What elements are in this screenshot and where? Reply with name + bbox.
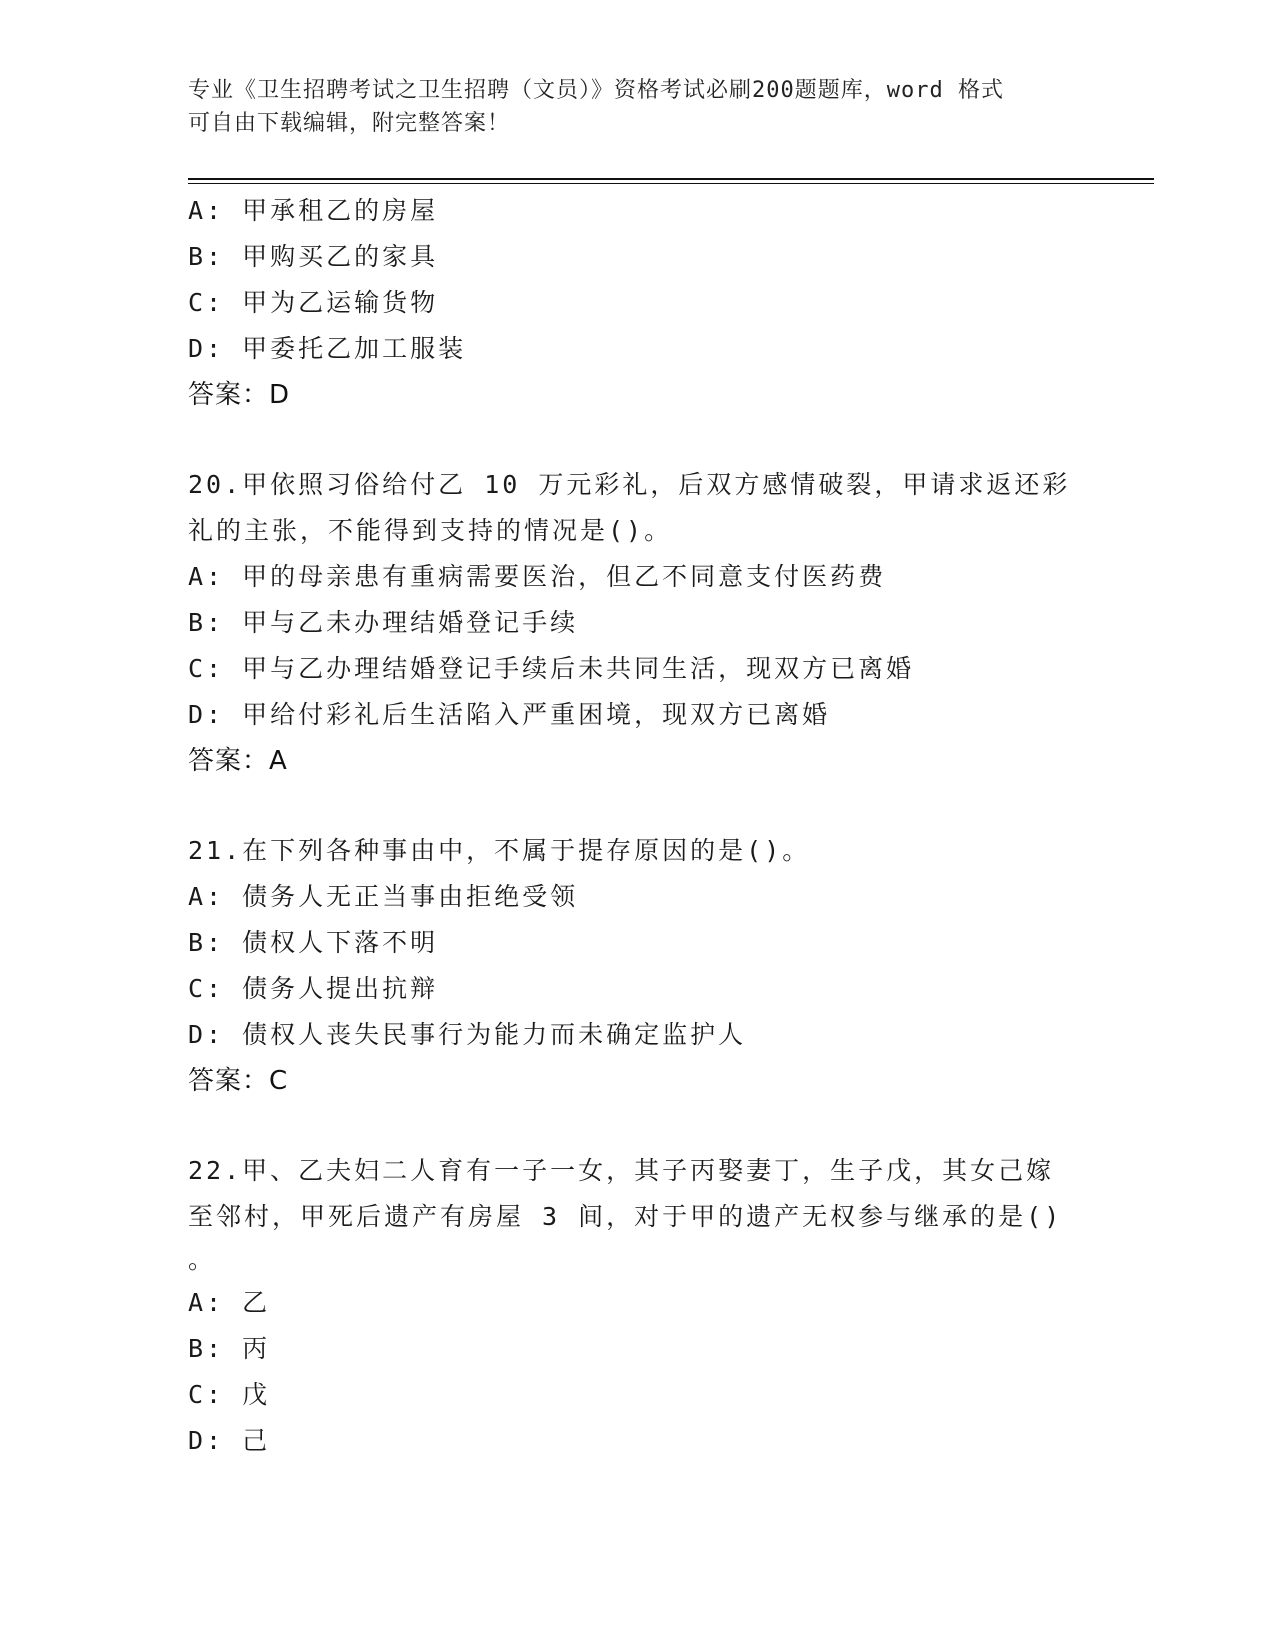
option-d: D: 己	[188, 1426, 271, 1455]
option-c: C: 甲与乙办理结婚登记手续后未共同生活，现双方已离婚	[188, 654, 915, 683]
header-divider-thick	[188, 178, 1154, 180]
answer-line: 答案：A	[188, 746, 288, 776]
answer-line: 答案：C	[188, 1066, 289, 1096]
option-c: C: 戊	[188, 1380, 271, 1409]
option-b: B: 甲与乙未办理结婚登记手续	[188, 608, 579, 637]
spacer	[188, 418, 1088, 462]
question-22	[188, 1148, 1088, 1464]
question-19	[188, 188, 1088, 418]
option-d: D: 甲给付彩礼后生活陷入严重困境，现双方已离婚	[188, 700, 831, 729]
option-d: D: 甲委托乙加工服装	[188, 334, 467, 363]
option-a: A: 债务人无正当事由拒绝受领	[188, 882, 579, 911]
question-list	[188, 188, 1088, 1464]
option-b: B: 丙	[188, 1334, 271, 1363]
option-a: A: 甲承租乙的房屋	[188, 196, 439, 225]
spacer	[188, 1104, 1088, 1148]
document-header	[188, 74, 1068, 140]
question-stem-line-3: 。	[188, 1245, 214, 1274]
header-divider-thin	[188, 183, 1154, 184]
question-20	[188, 462, 1088, 784]
question-stem-line-1: 21.在下列各种事由中，不属于提存原因的是()。	[188, 836, 811, 865]
option-a: A: 乙	[188, 1288, 271, 1317]
question-stem-line-1: 20.甲依照习俗给付乙 10 万元彩礼，后双方感情破裂，甲请求返还彩	[188, 470, 1071, 499]
option-c: C: 甲为乙运输货物	[188, 288, 439, 317]
spacer	[188, 784, 1088, 828]
option-b: B: 甲购买乙的家具	[188, 242, 439, 271]
option-c: C: 债务人提出抗辩	[188, 974, 439, 1003]
question-stem-line-2: 礼的主张，不能得到支持的情况是()。	[188, 516, 673, 545]
question-21	[188, 828, 1088, 1104]
option-b: B: 债权人下落不明	[188, 928, 439, 957]
option-d: D: 债权人丧失民事行为能力而未确定监护人	[188, 1020, 747, 1049]
answer-line: 答案：D	[188, 380, 291, 410]
option-a: A: 甲的母亲患有重病需要医治，但乙不同意支付医药费	[188, 562, 887, 591]
header-line-2: 可自由下载编辑，附完整答案！	[188, 111, 511, 136]
question-stem-line-2: 至邻村，甲死后遗产有房屋 3 间，对于甲的遗产无权参与继承的是()	[188, 1202, 1063, 1231]
header-line-1: 专业《卫生招聘考试之卫生招聘（文员）》资格考试必刷200题题库，word 格式	[188, 78, 1004, 103]
question-stem-line-1: 22.甲、乙夫妇二人育有一子一女，其子丙娶妻丁，生子戊，其女己嫁	[188, 1156, 1055, 1185]
